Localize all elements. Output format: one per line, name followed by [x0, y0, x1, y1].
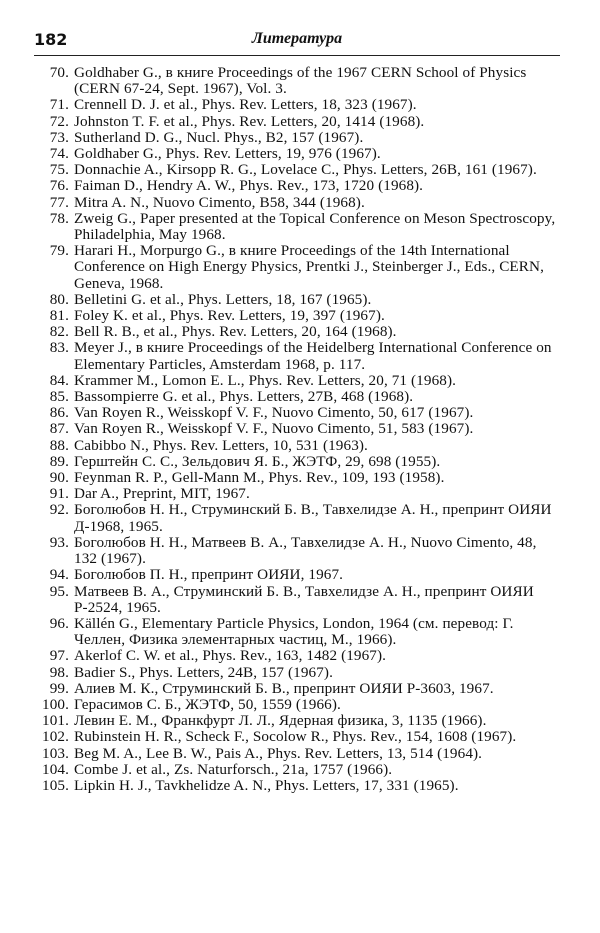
- reference-text: Akerlof C. W. et al., Phys. Rev., 163, 1482 (1967).: [74, 647, 387, 665]
- reference-item: [34, 178, 561, 194]
- reference-number: 74.: [49, 145, 69, 163]
- reference-number: 96.: [49, 614, 69, 632]
- reference-number: 84.: [49, 371, 69, 389]
- reference-item: [34, 486, 561, 502]
- page-number: 182: [34, 30, 68, 49]
- reference-text: Faiman D., Hendry A. W., Phys. Rev., 173, 1720 (1968).: [74, 177, 424, 195]
- reference-number: 79.: [49, 242, 69, 260]
- reference-number: 92.: [49, 501, 69, 519]
- reference-text: Матвеев В. А., Струминский Б. В., Тавхелидзе А. Н., препринт ОИЯИ Р-2524, 1965.: [74, 582, 534, 616]
- reference-text: Герасимов С. Б., ЖЭТФ, 50, 1559 (1966).: [74, 695, 341, 713]
- reference-item: [34, 454, 561, 470]
- reference-text: Crennell D. J. et al., Phys. Rev. Letters, 18, 323 (1967).: [74, 96, 417, 114]
- reference-text: Badier S., Phys. Letters, 24B, 157 (1967).: [74, 663, 333, 681]
- reference-item: [34, 243, 561, 292]
- reference-number: 95.: [49, 582, 69, 600]
- reference-item: [34, 713, 561, 729]
- reference-item: [34, 681, 561, 697]
- reference-text: Алиев М. К., Струминский Б. В., препринт ОИЯИ Р-3603, 1967.: [74, 679, 494, 697]
- reference-item: [34, 567, 561, 583]
- reference-number: 83.: [49, 339, 69, 357]
- reference-text: Belletini G. et al., Phys. Letters, 18, 167 (1965).: [74, 290, 372, 308]
- reference-text: Foley K. et al., Phys. Rev. Letters, 19, 397 (1967).: [74, 307, 385, 325]
- reference-item: [34, 648, 561, 664]
- reference-item: [34, 746, 561, 762]
- reference-item: [34, 389, 561, 405]
- reference-number: 105.: [42, 776, 69, 794]
- reference-text: Van Royen R., Weisskopf V. F., Nuovo Cimento, 51, 583 (1967).: [74, 420, 474, 438]
- reference-text: Lipkin H. J., Tavkhelidze A. N., Phys. Letters, 17, 331 (1965).: [74, 776, 459, 794]
- reference-number: 101.: [42, 712, 69, 730]
- reference-text: Zweig G., Paper presented at the Topical Conference on Meson Spectroscopy, Philadelphia, May 1968.: [74, 209, 556, 244]
- reference-item: [34, 421, 561, 437]
- reference-number: 93.: [49, 533, 69, 551]
- reference-item: [34, 195, 561, 211]
- reference-text: Källén G., Elementary Particle Physics, London, 1964 (см. перевод: Г. Челлен, Физика элементарных частиц, М., 1966).: [74, 614, 514, 649]
- reference-number: 78.: [49, 209, 69, 227]
- reference-text: Beg M. A., Lee B. W., Pais A., Phys. Rev. Letters, 13, 514 (1964).: [74, 744, 483, 762]
- reference-number: 99.: [49, 679, 69, 697]
- reference-number: 81.: [49, 307, 69, 325]
- reference-text: Meyer J., в книге Proceedings of the Heidelberg International Conference on Elementary Particles, Amsterdam 1968, p. 117.: [74, 339, 552, 373]
- reference-number: 77.: [49, 193, 69, 211]
- reference-item: [34, 308, 561, 324]
- reference-text: Van Royen R., Weisskopf V. F., Nuovo Cimento, 50, 617 (1967).: [74, 404, 474, 422]
- reference-item: [34, 65, 561, 97]
- reference-number: 98.: [49, 663, 69, 681]
- reference-text: Герштейн С. С., Зельдович Я. Б., ЖЭТФ, 29, 698 (1955).: [74, 452, 441, 470]
- reference-text: Combe J. et al., Zs. Naturforsch., 21a, 1757 (1966).: [74, 760, 393, 778]
- reference-text: Боголюбов П. Н., препринт ОИЯИ, 1967.: [74, 566, 344, 584]
- reference-number: 102.: [42, 728, 69, 746]
- reference-number: 86.: [49, 404, 69, 422]
- reference-item: [34, 584, 561, 616]
- reference-number: 71.: [49, 96, 69, 114]
- reference-text: Bassompierre G. et al., Phys. Letters, 27B, 468 (1968).: [74, 388, 414, 406]
- reference-text: Боголюбов Н. Н., Струминский Б. В., Тавхелидзе А. Н., препринт ОИЯИ Д-1968, 1965.: [74, 501, 552, 535]
- reference-item: [34, 292, 561, 308]
- reference-item: [34, 211, 561, 243]
- reference-text: Goldhaber G., Phys. Rev. Letters, 19, 976 (1967).: [74, 145, 381, 163]
- reference-list: [34, 65, 561, 794]
- header-rule: [34, 55, 560, 56]
- reference-number: 85.: [49, 388, 69, 406]
- reference-number: 75.: [49, 161, 69, 179]
- reference-item: [34, 762, 561, 778]
- reference-item: [34, 502, 561, 534]
- reference-number: 90.: [49, 469, 69, 487]
- reference-item: [34, 697, 561, 713]
- reference-item: [34, 373, 561, 389]
- reference-number: 94.: [49, 566, 69, 584]
- reference-number: 91.: [49, 485, 69, 503]
- reference-item: [34, 97, 561, 113]
- reference-number: 88.: [49, 436, 69, 454]
- reference-text: Dar A., Preprint, MIT, 1967.: [74, 485, 250, 503]
- reference-number: 70.: [49, 64, 69, 81]
- reference-text: Feynman R. P., Gell-Mann M., Phys. Rev., 109, 193 (1958).: [74, 469, 445, 487]
- reference-item: [34, 146, 561, 162]
- reference-item: [34, 340, 561, 372]
- reference-number: 76.: [49, 177, 69, 195]
- reference-number: 100.: [42, 695, 69, 713]
- reference-number: 80.: [49, 290, 69, 308]
- reference-number: 89.: [49, 452, 69, 470]
- running-title: Литература: [251, 30, 343, 47]
- reference-number: 72.: [49, 112, 69, 130]
- reference-text: Donnachie A., Kirsopp R. G., Lovelace C., Phys. Letters, 26B, 161 (1967).: [74, 161, 537, 179]
- reference-item: [34, 130, 561, 146]
- reference-item: [34, 778, 561, 794]
- reference-item: [34, 324, 561, 340]
- reference-text: Sutherland D. G., Nucl. Phys., B2, 157 (1967).: [74, 128, 364, 146]
- reference-item: [34, 535, 561, 567]
- reference-text: Mitra A. N., Nuovo Cimento, B58, 344 (1968).: [74, 193, 365, 211]
- reference-item: [34, 470, 561, 486]
- reference-number: 103.: [42, 744, 69, 762]
- reference-text: Rubinstein H. R., Scheck F., Socolow R., Phys. Rev., 154, 1608 (1967).: [74, 728, 517, 746]
- reference-item: [34, 438, 561, 454]
- reference-number: 104.: [42, 760, 69, 778]
- reference-text: Harari H., Morpurgo G., в книге Proceedings of the 14th International Conference on High Energy Physics, Prentki J., Steinberger J., Eds., CERN, Geneva, 1968.: [74, 242, 545, 292]
- reference-text: Krammer M., Lomon E. L., Phys. Rev. Letters, 20, 71 (1968).: [74, 371, 457, 389]
- reference-item: [34, 162, 561, 178]
- reference-number: 97.: [49, 647, 69, 665]
- reference-text: Johnston T. F. et al., Phys. Rev. Letters, 20, 1414 (1968).: [74, 112, 425, 130]
- reference-number: 73.: [49, 128, 69, 146]
- reference-text: Cabibbo N., Phys. Rev. Letters, 10, 531 (1963).: [74, 436, 368, 454]
- reference-text: Боголюбов Н. Н., Матвеев В. А., Тавхелидзе А. Н., Nuovo Cimento, 48, 132 (1967).: [74, 533, 537, 568]
- reference-item: [34, 114, 561, 130]
- reference-item: [34, 665, 561, 681]
- reference-item: [34, 729, 561, 745]
- reference-text: Goldhaber G., в книге Proceedings of the 1967 CERN School of Physics (CERN 67-24, Sept. 1967), Vol. 3.: [74, 64, 527, 98]
- reference-item: [34, 405, 561, 421]
- reference-number: 87.: [49, 420, 69, 438]
- page-header: [34, 30, 560, 52]
- reference-number: 82.: [49, 323, 69, 341]
- reference-text: Левин Е. М., Франкфурт Л. Л., Ядерная физика, 3, 1135 (1966).: [74, 712, 487, 730]
- reference-item: [34, 616, 561, 648]
- reference-text: Bell R. B., et al., Phys. Rev. Letters, 20, 164 (1968).: [74, 323, 397, 341]
